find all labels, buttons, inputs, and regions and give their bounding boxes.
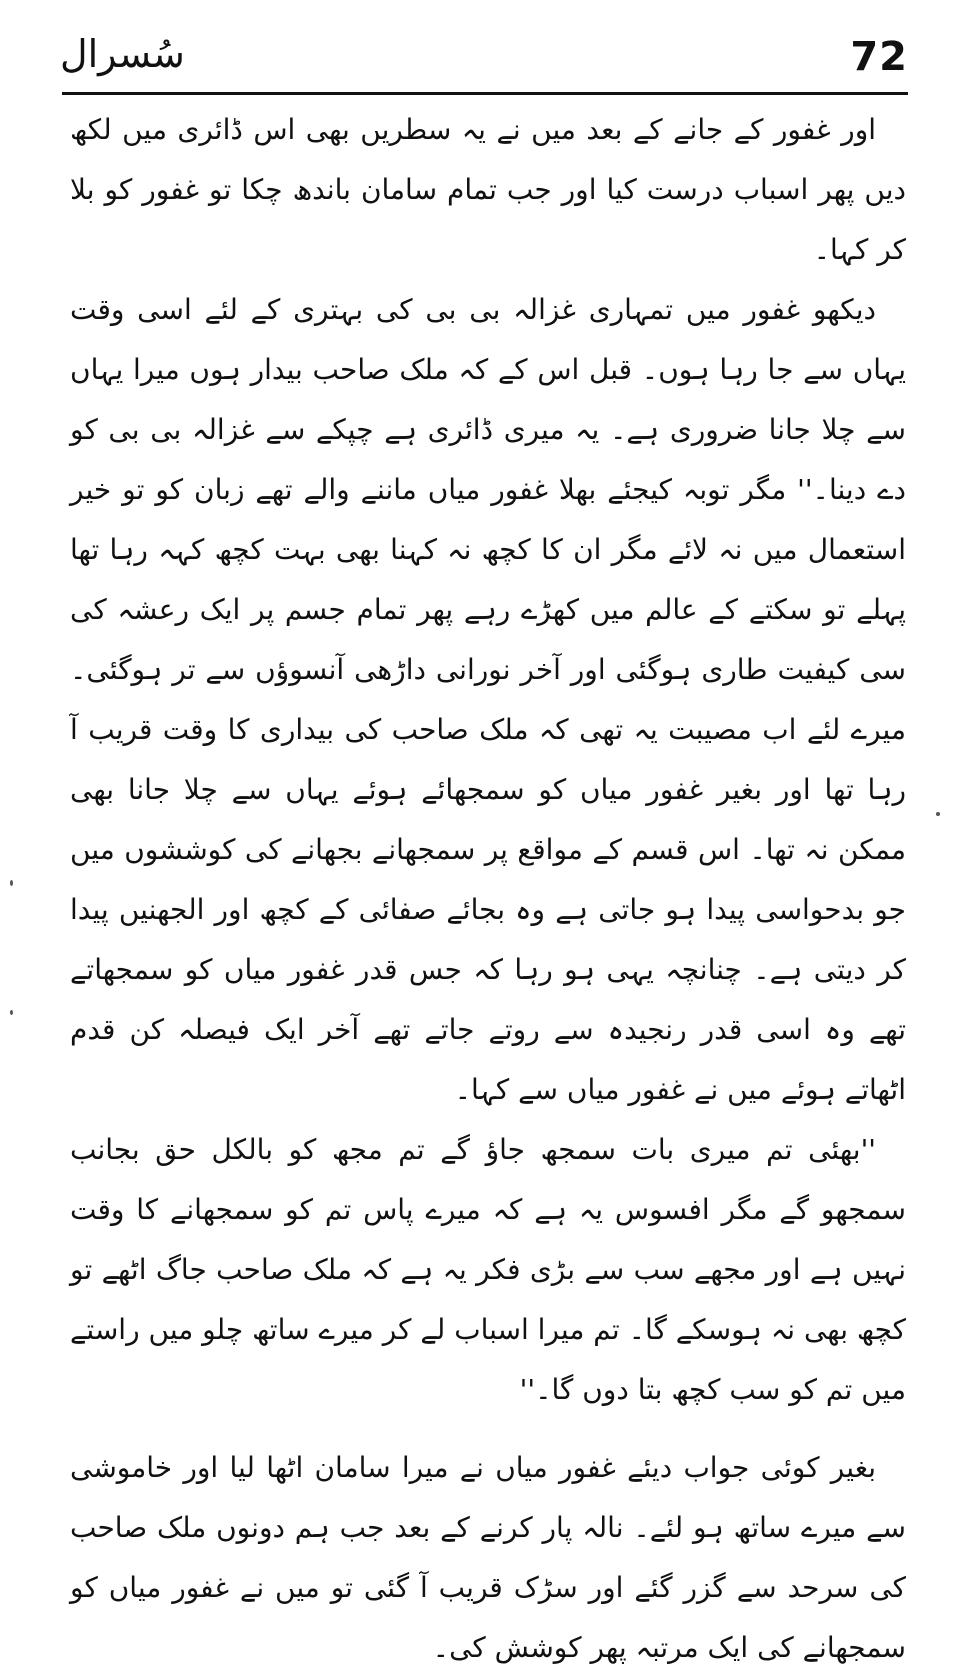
running-title: سُسرال	[60, 32, 185, 76]
scan-speck	[10, 880, 13, 886]
paragraph-3: ''بھئی تم میری بات سمجھ جاؤ گے تم مجھ کو بالکل حق بجانب سمجھو گے مگر افسوس یہ ہے کہ میرے پاس تم کو سمجھانے کا وقت نہیں ہے اور مجھے سب سے بڑی فکر یہ ہے کہ ملک صاحب جاگ اٹھے تو کچھ بھی نہ ہوسکے گا۔ تم میرا اسباب لے کر میرے ساتھ چلو میں راستے میں تم کو سب کچھ بتا دوں گا۔''	[69, 1133, 906, 1406]
paragraph-1: اور غفور کے جانے کے بعد میں نے یہ سطریں بھی اس ڈائری میں لکھ دیں پھر اسباب درست کیا اور جب تمام سامان باندھ چکا تو غفور کو بلا کر کہا۔	[70, 113, 906, 266]
page-header	[60, 30, 908, 90]
scan-speck	[936, 812, 940, 816]
paragraph-2: دیکھو غفور میں تمہاری غزالہ بی بی کی بہتری کے لئے اسی وقت یہاں سے جا رہا ہوں۔ قبل اس کے کہ ملک صاحب بیدار ہوں میرا یہاں سے چلا جانا ضروری ہے۔ یہ میری ڈائری ہے چپکے سے غزالہ بی بی کو دے دینا۔'' مگر توبہ کیجئے بھلا غفور میاں ماننے والے تھے زبان کو تو خیر استعمال میں نہ لائے مگر ان کا کچھ نہ کہنا بھی بہت کچھ کہہ رہا تھا پہلے تو سکتے کے عالم میں کھڑے رہے پھر تمام جسم پر ایک رعشہ کی سی کیفیت طاری ہوگئی اور آخر نورانی داڑھی آنسوؤں سے تر ہوگئی۔ میرے لئے اب مصیبت یہ تھی کہ ملک صاحب کی بیداری کا وقت قریب آ رہا تھا اور بغیر غفور میاں کو سمجھائے ہوئے یہاں سے چلا جانا بھی ممکن نہ تھا۔ اس قسم کے مواقع پر سمجھانے بجھانے کی کوششوں میں جو بدحواسی پیدا ہو جاتی ہے وہ بجائے صفائی کے کچھ اور الجھنیں پیدا کر دیتی ہے۔ چنانچہ یہی ہو رہا کہ جس قدر غفور میاں کو سمجھاتے تھے وہ اسی قدر رنجیدہ سے روتے جاتے تھے آخر ایک فیصلہ کن قدم اٹھاتے ہوئے میں نے غفور میاں سے کہا۔	[70, 293, 906, 1106]
page-number: 72	[850, 34, 908, 80]
body-text	[70, 100, 906, 1678]
header-divider	[62, 92, 908, 95]
scan-speck	[10, 1010, 13, 1015]
paragraph-4: بغیر کوئی جواب دیئے غفور میاں نے میرا سامان اٹھا لیا اور خاموشی سے میرے ساتھ ہو لئے۔ نالہ پار کرنے کے بعد جب ہم دونوں ملک صاحب کی سرحد سے گزر گئے اور سڑک قریب آ گئی تو میں نے غفور میاں کو سمجھانے کی ایک مرتبہ پھر کوشش کی۔	[70, 1451, 906, 1664]
